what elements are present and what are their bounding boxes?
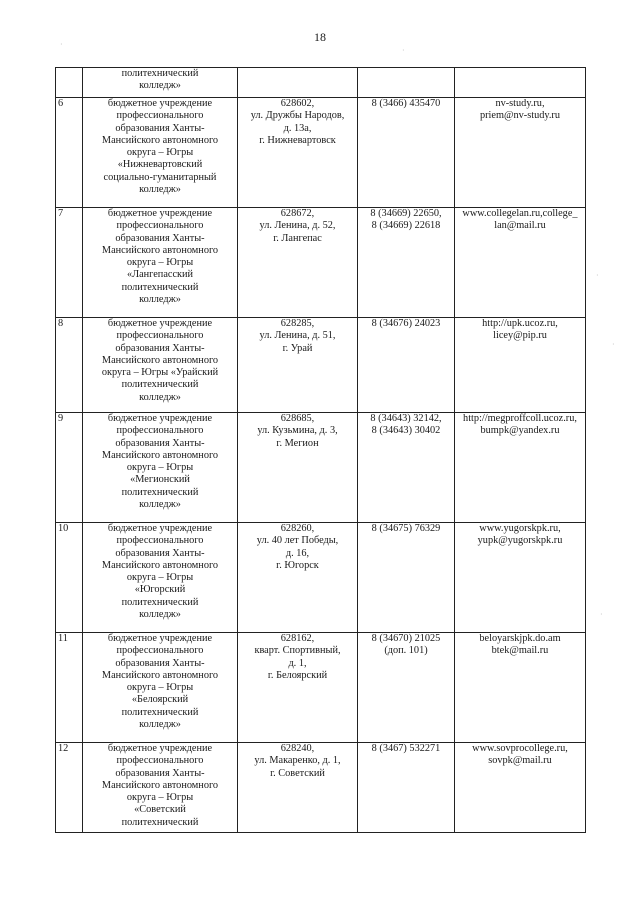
cell-line: www.collegelan.ru,college_ [462, 208, 578, 219]
cell-line: nv-study.ru, [495, 98, 545, 109]
cell-line: 8 (34643) 32142, [370, 413, 442, 424]
institution-name-cell [83, 743, 238, 833]
cell-line: Мансийского автономного [101, 244, 219, 256]
institution-name-cell [83, 633, 238, 743]
cell-line: образования Ханты- [115, 122, 205, 134]
cell-line: г. Югорск [276, 559, 319, 571]
cell-line: 628672, [280, 208, 315, 219]
cell-line: Мансийского автономного [101, 669, 219, 681]
row-number-cell: 10 [56, 523, 83, 633]
institution-name-cell [83, 523, 238, 633]
cell-line: округа – Югры [126, 147, 194, 159]
cell-line: 8 (34669) 22618 [371, 220, 441, 232]
cell-line: бюджетное учреждение [107, 523, 213, 534]
cell-line: beloyarskjpk.do.am [479, 633, 561, 644]
cell-line: bumpk@yandex.ru [480, 425, 560, 437]
row-number-cell: 9 [56, 413, 83, 523]
colleges-table [55, 67, 586, 833]
website-email-cell [455, 413, 586, 523]
scan-speck: · [612, 340, 615, 349]
website-email-cell [455, 318, 586, 413]
row-number-cell [56, 68, 83, 98]
address-cell [238, 68, 358, 98]
cell-line: «Лангепасский [126, 269, 194, 281]
cell-line: округа – Югры [126, 257, 194, 269]
cell-line: ул. Ленина, д. 52, [259, 220, 336, 232]
table-row [56, 743, 586, 833]
cell-line: priem@nv-study.ru [479, 110, 561, 122]
institution-name-cell [83, 208, 238, 318]
cell-line: г. Нижневартовск [259, 134, 336, 146]
cell-line: политехнический [121, 379, 199, 391]
cell-line: http://megproffcoll.ucoz.ru, [463, 413, 577, 424]
cell-line: политехнический [121, 596, 199, 608]
cell-line: д. 16, [285, 547, 310, 559]
cell-line: образования Ханты- [115, 657, 205, 669]
cell-line: д. 13а, [283, 122, 312, 134]
address-cell [238, 633, 358, 743]
table-body [56, 68, 586, 833]
cell-line: колледж» [139, 719, 181, 731]
phone-cell [358, 633, 455, 743]
address-cell [238, 523, 358, 633]
cell-line: г. Лангепас [273, 232, 322, 244]
table-row [56, 318, 586, 413]
cell-line: д. 1, [288, 657, 307, 669]
cell-line: округа – Югры «Урайский [101, 367, 219, 379]
scan-speck: · [600, 610, 603, 619]
cell-line: бюджетное учреждение [107, 208, 213, 219]
phone-cell [358, 68, 455, 98]
cell-line: Мансийского автономного [101, 134, 219, 146]
cell-line: профессионального [116, 110, 204, 122]
address-cell [238, 413, 358, 523]
table-row [56, 68, 586, 98]
cell-line: политехнический [121, 706, 199, 718]
row-number-cell: 8 [56, 318, 83, 413]
cell-line: г. Советский [270, 767, 325, 779]
phone-cell [358, 318, 455, 413]
cell-line: колледж» [139, 294, 181, 306]
cell-line: колледж» [139, 80, 181, 92]
cell-line: профессионального [116, 425, 204, 437]
table-row [56, 208, 586, 318]
cell-line: политехнический [121, 816, 199, 828]
address-cell [238, 208, 358, 318]
cell-line: ул. 40 лет Победы, [256, 535, 339, 547]
cell-line: бюджетное учреждение [107, 743, 213, 754]
cell-line: «Югорский [134, 584, 186, 596]
cell-line: ул. Макаренко, д. 1, [254, 755, 341, 767]
cell-line: «Советский [134, 804, 186, 816]
cell-line: www.sovprocollege.ru, [472, 743, 568, 754]
cell-line: «Нижневартовский [117, 159, 203, 171]
website-email-cell [455, 633, 586, 743]
cell-line: округа – Югры [126, 572, 194, 584]
phone-cell [358, 208, 455, 318]
scan-speck: · [402, 46, 405, 55]
institution-name-cell [83, 98, 238, 208]
page-number: 18 [314, 30, 326, 44]
row-number-cell: 11 [56, 633, 83, 743]
cell-line: политехнический [121, 281, 199, 293]
table-row [56, 413, 586, 523]
cell-line: «Белоярский [131, 694, 189, 706]
cell-line: профессионального [116, 645, 204, 657]
cell-line: 8 (3466) 435470 [371, 98, 441, 109]
website-email-cell [455, 208, 586, 318]
phone-cell [358, 413, 455, 523]
address-cell [238, 743, 358, 833]
row-number-cell: 6 [56, 98, 83, 208]
cell-line: г. Урай [282, 342, 313, 354]
institution-name-cell [83, 413, 238, 523]
phone-cell [358, 743, 455, 833]
table-row [56, 98, 586, 208]
cell-line: ул. Дружбы Народов, [250, 110, 345, 122]
cell-line: округа – Югры [126, 462, 194, 474]
cell-line: бюджетное учреждение [107, 318, 213, 329]
cell-line: образования Ханты- [115, 547, 205, 559]
row-number-cell: 7 [56, 208, 83, 318]
cell-line: бюджетное учреждение [107, 98, 213, 109]
cell-line: социально-гуманитарный [103, 171, 217, 183]
cell-line: кварт. Спортивный, [254, 645, 341, 657]
cell-line: www.yugorskpk.ru, [479, 523, 561, 534]
address-cell [238, 318, 358, 413]
scan-speck: · [596, 271, 599, 280]
cell-line: 628240, [280, 743, 315, 754]
table-row [56, 523, 586, 633]
cell-line: licey@pip.ru [493, 330, 547, 342]
cell-line: профессионального [116, 535, 204, 547]
cell-line: профессионального [116, 220, 204, 232]
cell-line: 8 (3467) 532271 [371, 743, 441, 754]
cell-line: образования Ханты- [115, 437, 205, 449]
cell-line: бюджетное учреждение [107, 633, 213, 644]
cell-line: 8 (34676) 24023 [371, 318, 441, 329]
institution-name-cell [83, 68, 238, 98]
cell-line: Мансийского автономного [101, 449, 219, 461]
website-email-cell [455, 98, 586, 208]
cell-line: г. Белоярский [267, 669, 328, 681]
cell-line: yupk@yugorskpk.ru [477, 535, 563, 547]
cell-line: г. Мегион [276, 437, 319, 449]
table-row [56, 633, 586, 743]
cell-line: Мансийского автономного [101, 354, 219, 366]
cell-line: округа – Югры [126, 792, 194, 804]
cell-line: ул. Кузьмина, д. 3, [257, 425, 338, 437]
cell-line: профессионального [116, 755, 204, 767]
cell-line: 628260, [280, 523, 315, 534]
cell-line: колледж» [139, 184, 181, 196]
cell-line: 8 (34670) 21025 [371, 633, 441, 644]
phone-cell [358, 98, 455, 208]
cell-line: колледж» [139, 609, 181, 621]
website-email-cell [455, 743, 586, 833]
cell-line: http://upk.ucoz.ru, [482, 318, 558, 329]
cell-line: образования Ханты- [115, 232, 205, 244]
cell-line: колледж» [139, 499, 181, 511]
phone-cell [358, 523, 455, 633]
cell-line: 628685, [280, 413, 315, 424]
cell-line: бюджетное учреждение [107, 413, 213, 424]
cell-line: Мансийского автономного [101, 559, 219, 571]
website-email-cell [455, 523, 586, 633]
cell-line: Мансийского автономного [101, 779, 219, 791]
cell-line: 8 (34669) 22650, [370, 208, 442, 219]
row-number-cell: 12 [56, 743, 83, 833]
cell-line: профессионального [116, 330, 204, 342]
cell-line: lan@mail.ru [494, 220, 546, 232]
cell-line: sovpk@mail.ru [488, 755, 552, 767]
cell-line: 628285, [280, 318, 315, 329]
cell-line: округа – Югры [126, 682, 194, 694]
cell-line: btek@mail.ru [491, 645, 549, 657]
cell-line: образования Ханты- [115, 342, 205, 354]
cell-line: 8 (34675) 76329 [371, 523, 441, 534]
cell-line: колледж» [139, 391, 181, 403]
cell-line: ул. Ленина, д. 51, [259, 330, 336, 342]
website-email-cell [455, 68, 586, 98]
address-cell [238, 98, 358, 208]
cell-line: (доп. 101) [384, 645, 428, 657]
cell-line: образования Ханты- [115, 767, 205, 779]
cell-line: политехнический [121, 68, 199, 79]
cell-line: «Мегионский [130, 474, 190, 486]
cell-line: 8 (34643) 30402 [371, 425, 441, 437]
institution-name-cell [83, 318, 238, 413]
cell-line: 628162, [280, 633, 315, 644]
cell-line: 628602, [280, 98, 315, 109]
scan-speck: · [60, 40, 63, 49]
cell-line: политехнический [121, 486, 199, 498]
